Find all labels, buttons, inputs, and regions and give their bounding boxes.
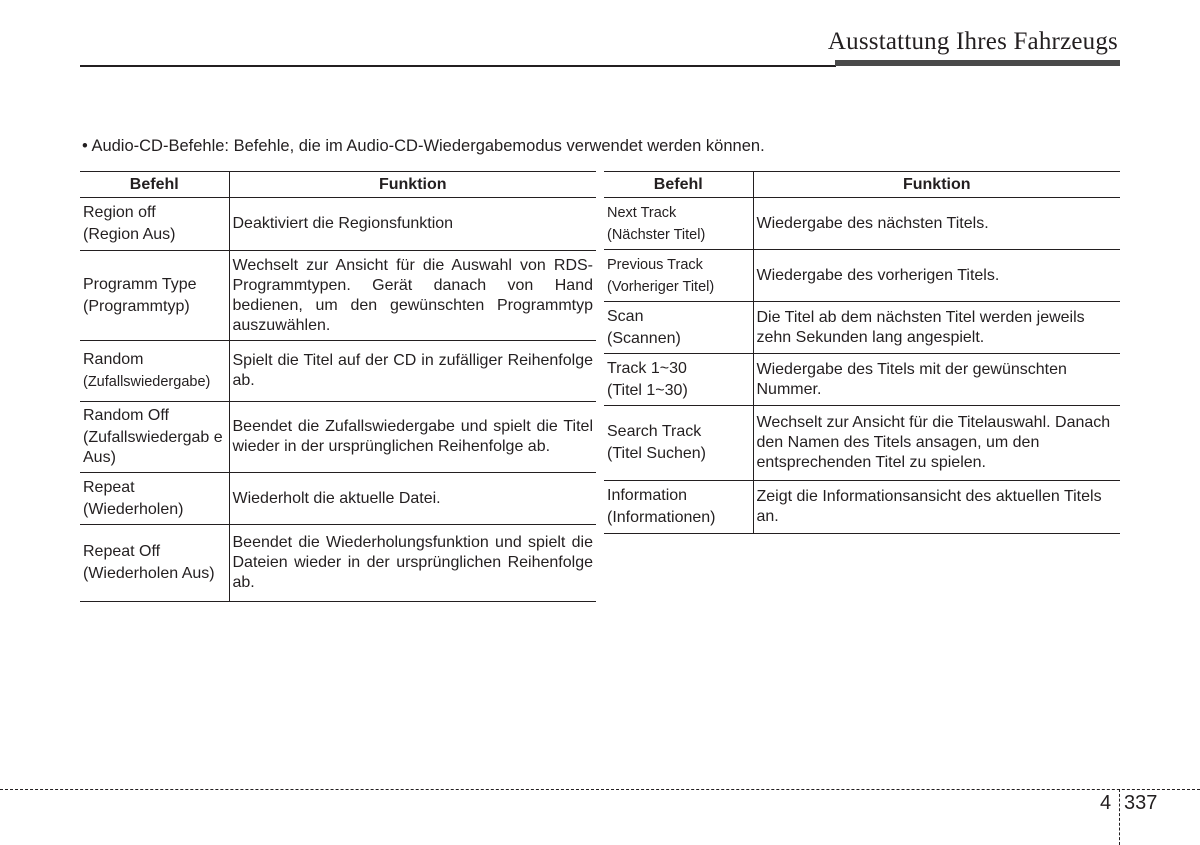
command-translation: (Titel Suchen) [607,445,706,462]
command-name: Next Track [607,204,677,221]
command-cell [80,525,229,602]
command-translation: (Programmtyp) [83,297,190,315]
command-translation: (Region Aus) [83,226,176,243]
table-row [80,473,596,525]
table-row [80,198,596,251]
function-cell: Wiedergabe des vorherigen Titels. [753,250,1120,302]
command-translation: (Vorheriger Titel) [607,278,715,295]
header-rule [80,65,836,67]
table-row [604,354,1120,406]
command-name: Random [83,351,144,368]
function-cell: Wiedergabe des nächsten Titels. [753,198,1120,250]
intro-text: • Audio-CD-Befehle: Befehle, die im Audio-CD-Wiedergabemodus verwendet werden können. [82,137,765,155]
table-row [604,198,1120,250]
function-cell: Spielt die Titel auf der CD in zufälliger Reihenfolge ab. [229,341,596,402]
command-name: Information [607,487,688,504]
page-number: 337 [1124,792,1158,814]
command-cell [604,250,753,302]
column-header-funktion: Funktion [229,172,596,198]
chapter-number: 4 [1100,792,1112,814]
function-cell: Die Titel ab dem nächsten Titel werden jeweils zehn Sekunden lang angespielt. [753,302,1120,354]
table-row [80,525,596,602]
function-cell: Deaktiviert die Regionsfunktion [229,198,596,251]
command-cell [80,251,229,341]
column-header-befehl: Befehl [80,172,229,198]
function-cell: Wechselt zur Ansicht für die Titelauswahl. Danach den Namen des Titels ansagen, um den entsprechenden Titel zu spielen. [753,406,1120,481]
command-cell [604,302,753,354]
command-translation: (Zufallswiedergabe) [83,374,211,390]
footer-dashed-rule [0,789,1200,790]
command-name: Repeat Off [83,543,161,560]
command-cell [80,198,229,251]
command-translation: (Nächster Titel) [607,226,706,243]
command-name: Track 1~30 [607,359,687,377]
function-cell: Wechselt zur Ansicht für die Auswahl von RDS-Programmtypen. Gerät danach von Hand bedienen, um den gewünschten Programmtyp auszuwählen. [229,251,596,341]
command-cell [604,481,753,534]
table-row [80,402,596,473]
table-header-row [604,172,1120,198]
command-translation: (Informationen) [607,509,716,526]
command-name: Region off [83,204,156,221]
table-row [604,406,1120,481]
table-row [604,250,1120,302]
command-translation: (Wiederholen) [83,500,184,518]
table-row [80,251,596,341]
command-cell [604,354,753,406]
command-name: Programm Type [83,275,197,293]
command-name: Previous Track [607,256,703,273]
command-cell [604,406,753,481]
function-cell: Wiedergabe des Titels mit der gewünschten Nummer. [753,354,1120,406]
command-translation: (Scannen) [607,329,681,347]
function-cell: Beendet die Wiederholungsfunktion und spielt die Dateien wieder in der ursprünglichen Reihenfolge ab. [229,525,596,602]
command-name: Random Off [83,407,169,424]
table-row [604,481,1120,534]
page-header-title: Ausstattung Ihres Fahrzeugs [827,28,1118,55]
command-translation: (Wiederholen Aus) [83,565,215,582]
command-cell [80,402,229,473]
command-cell [80,341,229,402]
command-translation: (Titel 1~30) [607,381,688,399]
table-row [604,302,1120,354]
column-header-funktion: Funktion [753,172,1120,198]
table-header-row [80,172,596,198]
command-table-left [80,171,596,602]
command-cell [80,473,229,525]
command-table-right [604,171,1120,534]
command-cell [604,198,753,250]
command-name: Scan [607,307,644,325]
function-cell: Wiederholt die aktuelle Datei. [229,473,596,525]
command-translation: (Zufallswiedergab e Aus) [83,429,223,466]
footer-dashed-divider [1119,789,1120,845]
table-row [80,341,596,402]
column-header-befehl: Befehl [604,172,753,198]
command-name: Repeat [83,478,135,496]
function-cell: Beendet die Zufallswiedergabe und spielt die Titel wieder in der ursprünglichen Reihenfolge ab. [229,402,596,473]
header-rule-accent [835,60,1120,66]
function-cell: Zeigt die Informationsansicht des aktuellen Titels an. [753,481,1120,534]
command-name: Search Track [607,423,702,440]
